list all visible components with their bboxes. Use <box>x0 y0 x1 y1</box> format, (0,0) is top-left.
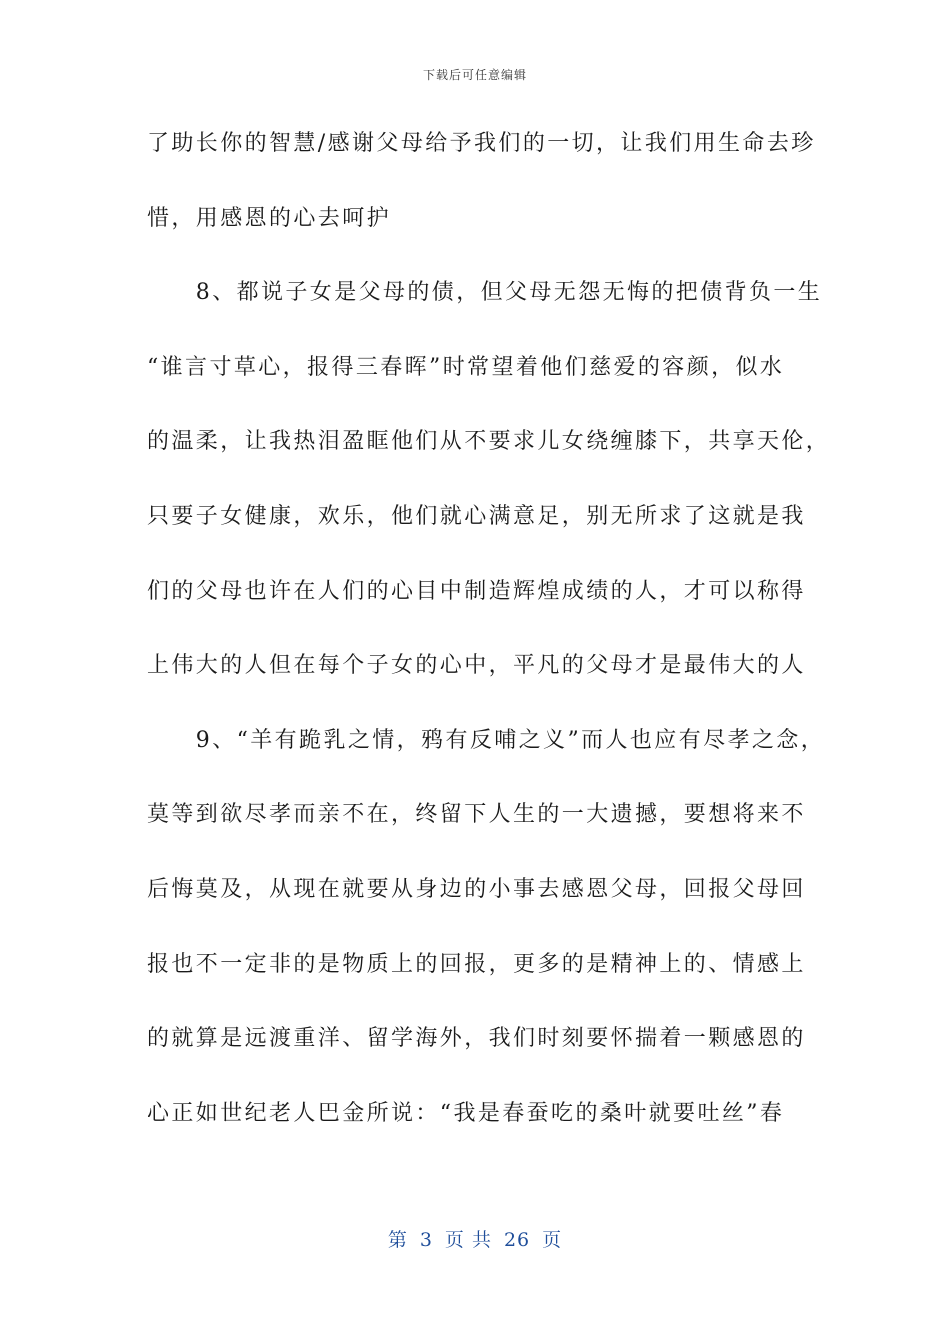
page-header: 下载后可任意编辑 <box>422 68 527 82</box>
text-line: 们的父母也许在人们的心目中制造辉煌成绩的人，才可以称得 <box>147 578 806 604</box>
footer-middle: 页 共 <box>444 1229 492 1251</box>
footer-prefix: 第 <box>387 1229 408 1251</box>
text-line: 的就算是远渡重洋、留学海外，我们时刻要怀揣着一颗感恩的 <box>147 1026 806 1052</box>
text-line: 的温柔，让我热泪盈眶他们从不要求儿女绕缠膝下，共享天伦， <box>147 429 831 455</box>
text-line: 莫等到欲尽孝而亲不在，终留下人生的一大遗撼，要想将来不 <box>147 802 806 828</box>
text-line: 惜，用感恩的心去呵护 <box>147 205 392 231</box>
text-line: 8、都说子女是父母的债，但父母无怨无悔的把债背负一生 <box>147 280 823 306</box>
document-body <box>147 122 831 1166</box>
text-line: 了助长你的智慧/感谢父母给予我们的一切，让我们用生命去珍 <box>147 131 816 156</box>
text-line: 心正如世纪老人巴金所说：“我是春蚕吃的桑叶就要吐丝”春 <box>147 1100 785 1126</box>
text-line: “谁言寸草心，报得三春晖”时常望着他们慈爱的容颜，似水 <box>147 354 785 380</box>
footer-suffix: 页 <box>542 1229 563 1251</box>
text-line: 报也不一定非的是物质上的回报，更多的是精神上的、情感上 <box>147 951 806 977</box>
total-page-count: 26 <box>503 1229 531 1251</box>
text-line: 后悔莫及，从现在就要从身边的小事去感恩父母，回报父母回 <box>147 876 806 902</box>
text-line: 只要子女健康，欢乐，他们就心满意足，别无所求了这就是我 <box>147 503 806 529</box>
text-line: 9、“羊有跪乳之情，鸦有反哺之义”而人也应有尽孝之念， <box>147 727 826 753</box>
page-number-footer <box>0 1225 950 1252</box>
current-page-number: 3 <box>419 1229 433 1251</box>
text-line: 上伟大的人但在每个子女的心中，平凡的父母才是最伟大的人 <box>147 653 806 679</box>
